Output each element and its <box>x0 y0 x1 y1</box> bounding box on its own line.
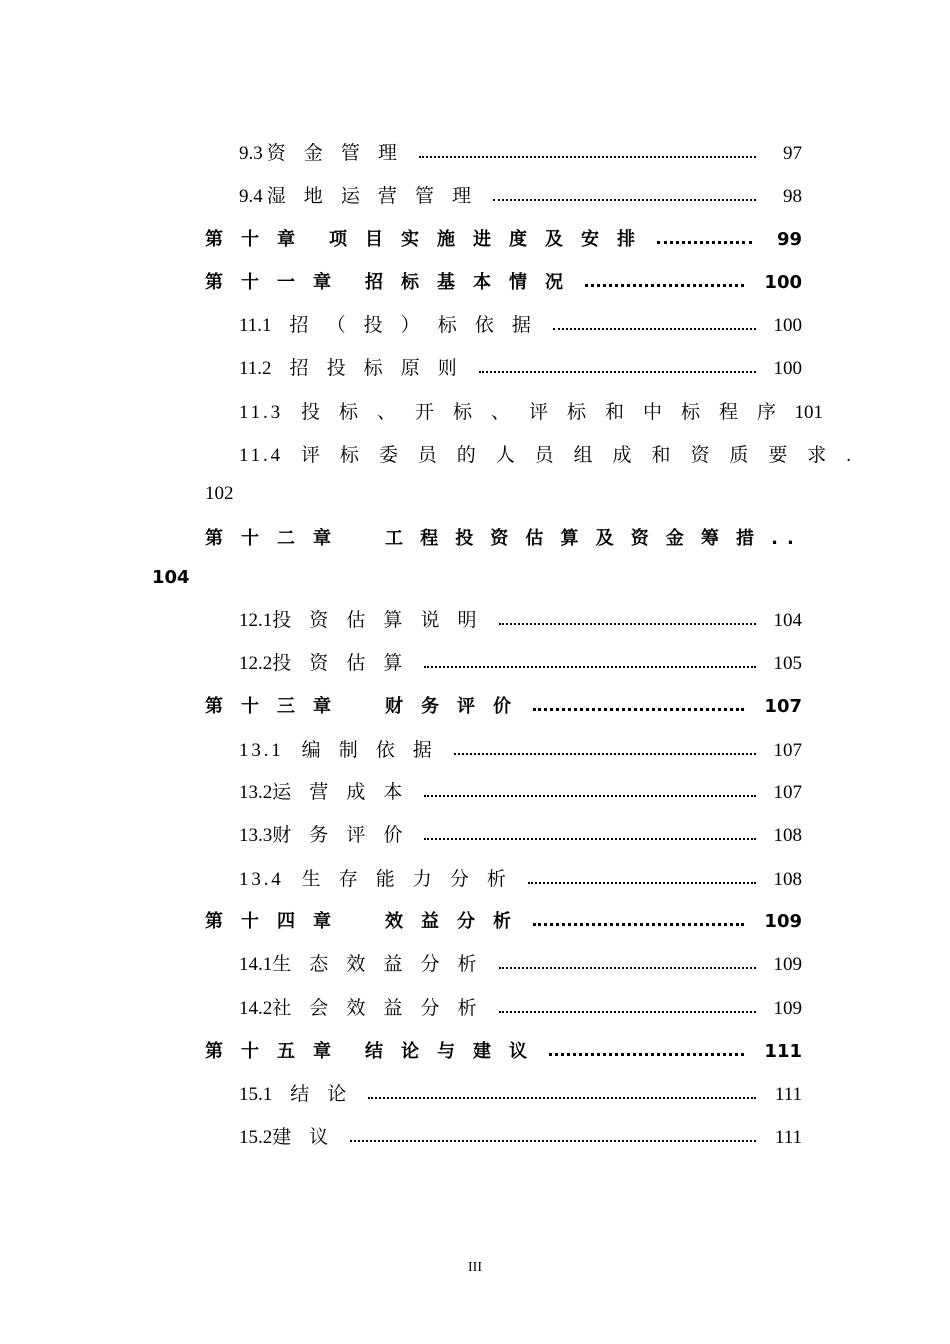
toc-number: 第十五章 <box>205 1041 349 1062</box>
toc-title: 生存能力分析 <box>301 869 524 890</box>
toc-page: 100 <box>773 358 802 379</box>
toc-page: 109 <box>773 954 802 975</box>
toc-page: 107 <box>764 696 802 717</box>
toc-number: 第十章 <box>205 229 313 250</box>
toc-page: 101 <box>794 402 823 423</box>
toc-page-wrapped: 104 <box>152 567 190 588</box>
dot-leader: . <box>846 445 852 466</box>
toc-page: 111 <box>774 1084 802 1105</box>
toc-entry-11-2[interactable] <box>239 353 802 380</box>
toc-entry-13-2[interactable] <box>239 777 802 804</box>
toc-entry-11-4[interactable] <box>239 440 852 467</box>
toc-number: 13.3 <box>239 825 273 846</box>
toc-title: 结论与建议 <box>365 1041 545 1062</box>
toc-entry-15-1[interactable] <box>239 1079 802 1106</box>
toc-number: 11.1 <box>239 315 272 336</box>
toc-entry-15-2[interactable] <box>239 1122 802 1149</box>
toc-page: 100 <box>764 272 802 293</box>
dot-leader <box>424 835 756 840</box>
toc-number: 14.1 <box>239 954 273 975</box>
toc-number: 13.4 <box>239 869 284 890</box>
dot-leader <box>499 964 756 969</box>
toc-number: 12.1 <box>239 610 273 631</box>
toc-number: 15.2 <box>239 1127 273 1148</box>
dot-leader <box>479 368 756 373</box>
toc-title: 招（投）标依据 <box>289 315 549 336</box>
toc-page: 109 <box>773 998 802 1019</box>
toc-chapter-15[interactable] <box>205 1037 802 1063</box>
dot-leader <box>528 879 756 884</box>
dot-leader <box>585 281 744 287</box>
toc-entry-12-1[interactable] <box>239 605 802 632</box>
toc-page: 97 <box>783 143 802 164</box>
toc-chapter-10[interactable] <box>205 225 802 251</box>
toc-entry-11-3[interactable] <box>239 397 823 424</box>
toc-chapter-14[interactable] <box>205 907 802 933</box>
toc-page: 109 <box>764 911 802 932</box>
toc-number: 15.1 <box>239 1084 273 1105</box>
toc-entry-13-4[interactable] <box>239 864 802 891</box>
toc-title: 招标基本情况 <box>365 272 581 293</box>
toc-chapter-13[interactable] <box>205 692 802 718</box>
dot-leader <box>657 238 752 244</box>
dot-leader <box>499 620 756 625</box>
toc-entry-14-2[interactable] <box>239 993 802 1020</box>
toc-chapter-12[interactable] <box>205 524 802 550</box>
toc-number: 14.2 <box>239 998 273 1019</box>
toc-title: 项目实施进度及安排 <box>329 229 653 250</box>
toc-title: 工程投资估算及资金筹措 <box>385 528 772 549</box>
toc-title: 招投标原则 <box>289 358 475 379</box>
toc-title: 财务评价 <box>272 825 421 846</box>
toc-entry-12-2[interactable] <box>239 648 802 675</box>
toc-page: 108 <box>773 825 802 846</box>
toc-chapter-11[interactable] <box>205 268 802 294</box>
toc-title: 效益分析 <box>385 911 529 932</box>
toc-number: 12.2 <box>239 653 273 674</box>
toc-title: 评标委员的人员组成和资质要求 <box>300 445 847 466</box>
toc-page: 111 <box>764 1041 802 1062</box>
toc-title: 社会效益分析 <box>272 998 495 1019</box>
toc-entry-14-1[interactable] <box>239 949 802 976</box>
toc-page: 107 <box>773 782 802 803</box>
toc-title: 投标、开标、评标和中标程序 <box>300 402 795 423</box>
toc-title: 投资估算 <box>272 653 421 674</box>
dot-leader <box>368 1094 756 1099</box>
toc-number: 第十二章 <box>205 528 349 549</box>
dot-leader <box>493 196 756 201</box>
toc-number: 11.2 <box>239 358 272 379</box>
toc-page: 105 <box>773 653 802 674</box>
toc-number: 第十三章 <box>205 696 349 717</box>
toc-entry-11-1[interactable] <box>239 310 802 337</box>
toc-title: 投资估算说明 <box>272 610 495 631</box>
dot-leader <box>350 1137 756 1142</box>
toc-entry-9-4[interactable] <box>239 181 802 208</box>
dot-leader <box>533 920 744 926</box>
toc-entry-13-3[interactable] <box>239 820 802 847</box>
dot-leader <box>424 663 756 668</box>
toc-page: 98 <box>783 186 802 207</box>
toc-number: 9.3 <box>239 143 263 164</box>
toc-number: 9.4 <box>239 186 263 207</box>
toc-number: 11.3 <box>239 402 283 423</box>
page-number: III <box>468 1260 482 1275</box>
toc-title: 建议 <box>272 1127 347 1148</box>
toc-entry-9-3[interactable] <box>239 138 802 165</box>
toc-title: 湿地运营管理 <box>266 186 490 207</box>
dot-leader <box>419 153 756 158</box>
toc-page: 104 <box>773 610 802 631</box>
toc-page: 111 <box>774 1127 802 1148</box>
toc-entry-13-1[interactable] <box>239 735 802 762</box>
toc-title: 运营成本 <box>272 782 421 803</box>
dot-leader <box>499 1008 756 1013</box>
toc-number: 13.2 <box>239 782 273 803</box>
toc-title: 生态效益分析 <box>272 954 495 975</box>
dot-leader: .. <box>771 528 803 549</box>
toc-page: 107 <box>773 740 802 761</box>
toc-page: 108 <box>773 869 802 890</box>
dot-leader <box>533 705 744 711</box>
dot-leader <box>454 750 756 755</box>
toc-number: 第十一章 <box>205 272 349 293</box>
toc-title: 结论 <box>290 1084 365 1105</box>
toc-title: 编制依据 <box>301 740 450 761</box>
toc-number: 11.4 <box>239 445 283 466</box>
toc-page: 99 <box>776 229 802 250</box>
toc-title: 资金管理 <box>266 143 415 164</box>
toc-page: 100 <box>773 315 802 336</box>
dot-leader <box>424 792 756 797</box>
toc-number: 13.1 <box>239 740 284 761</box>
dot-leader <box>549 1050 744 1056</box>
toc-title: 财务评价 <box>385 696 529 717</box>
toc-page-wrapped: 102 <box>205 483 234 504</box>
toc-number: 第十四章 <box>205 911 349 932</box>
dot-leader <box>553 325 756 330</box>
